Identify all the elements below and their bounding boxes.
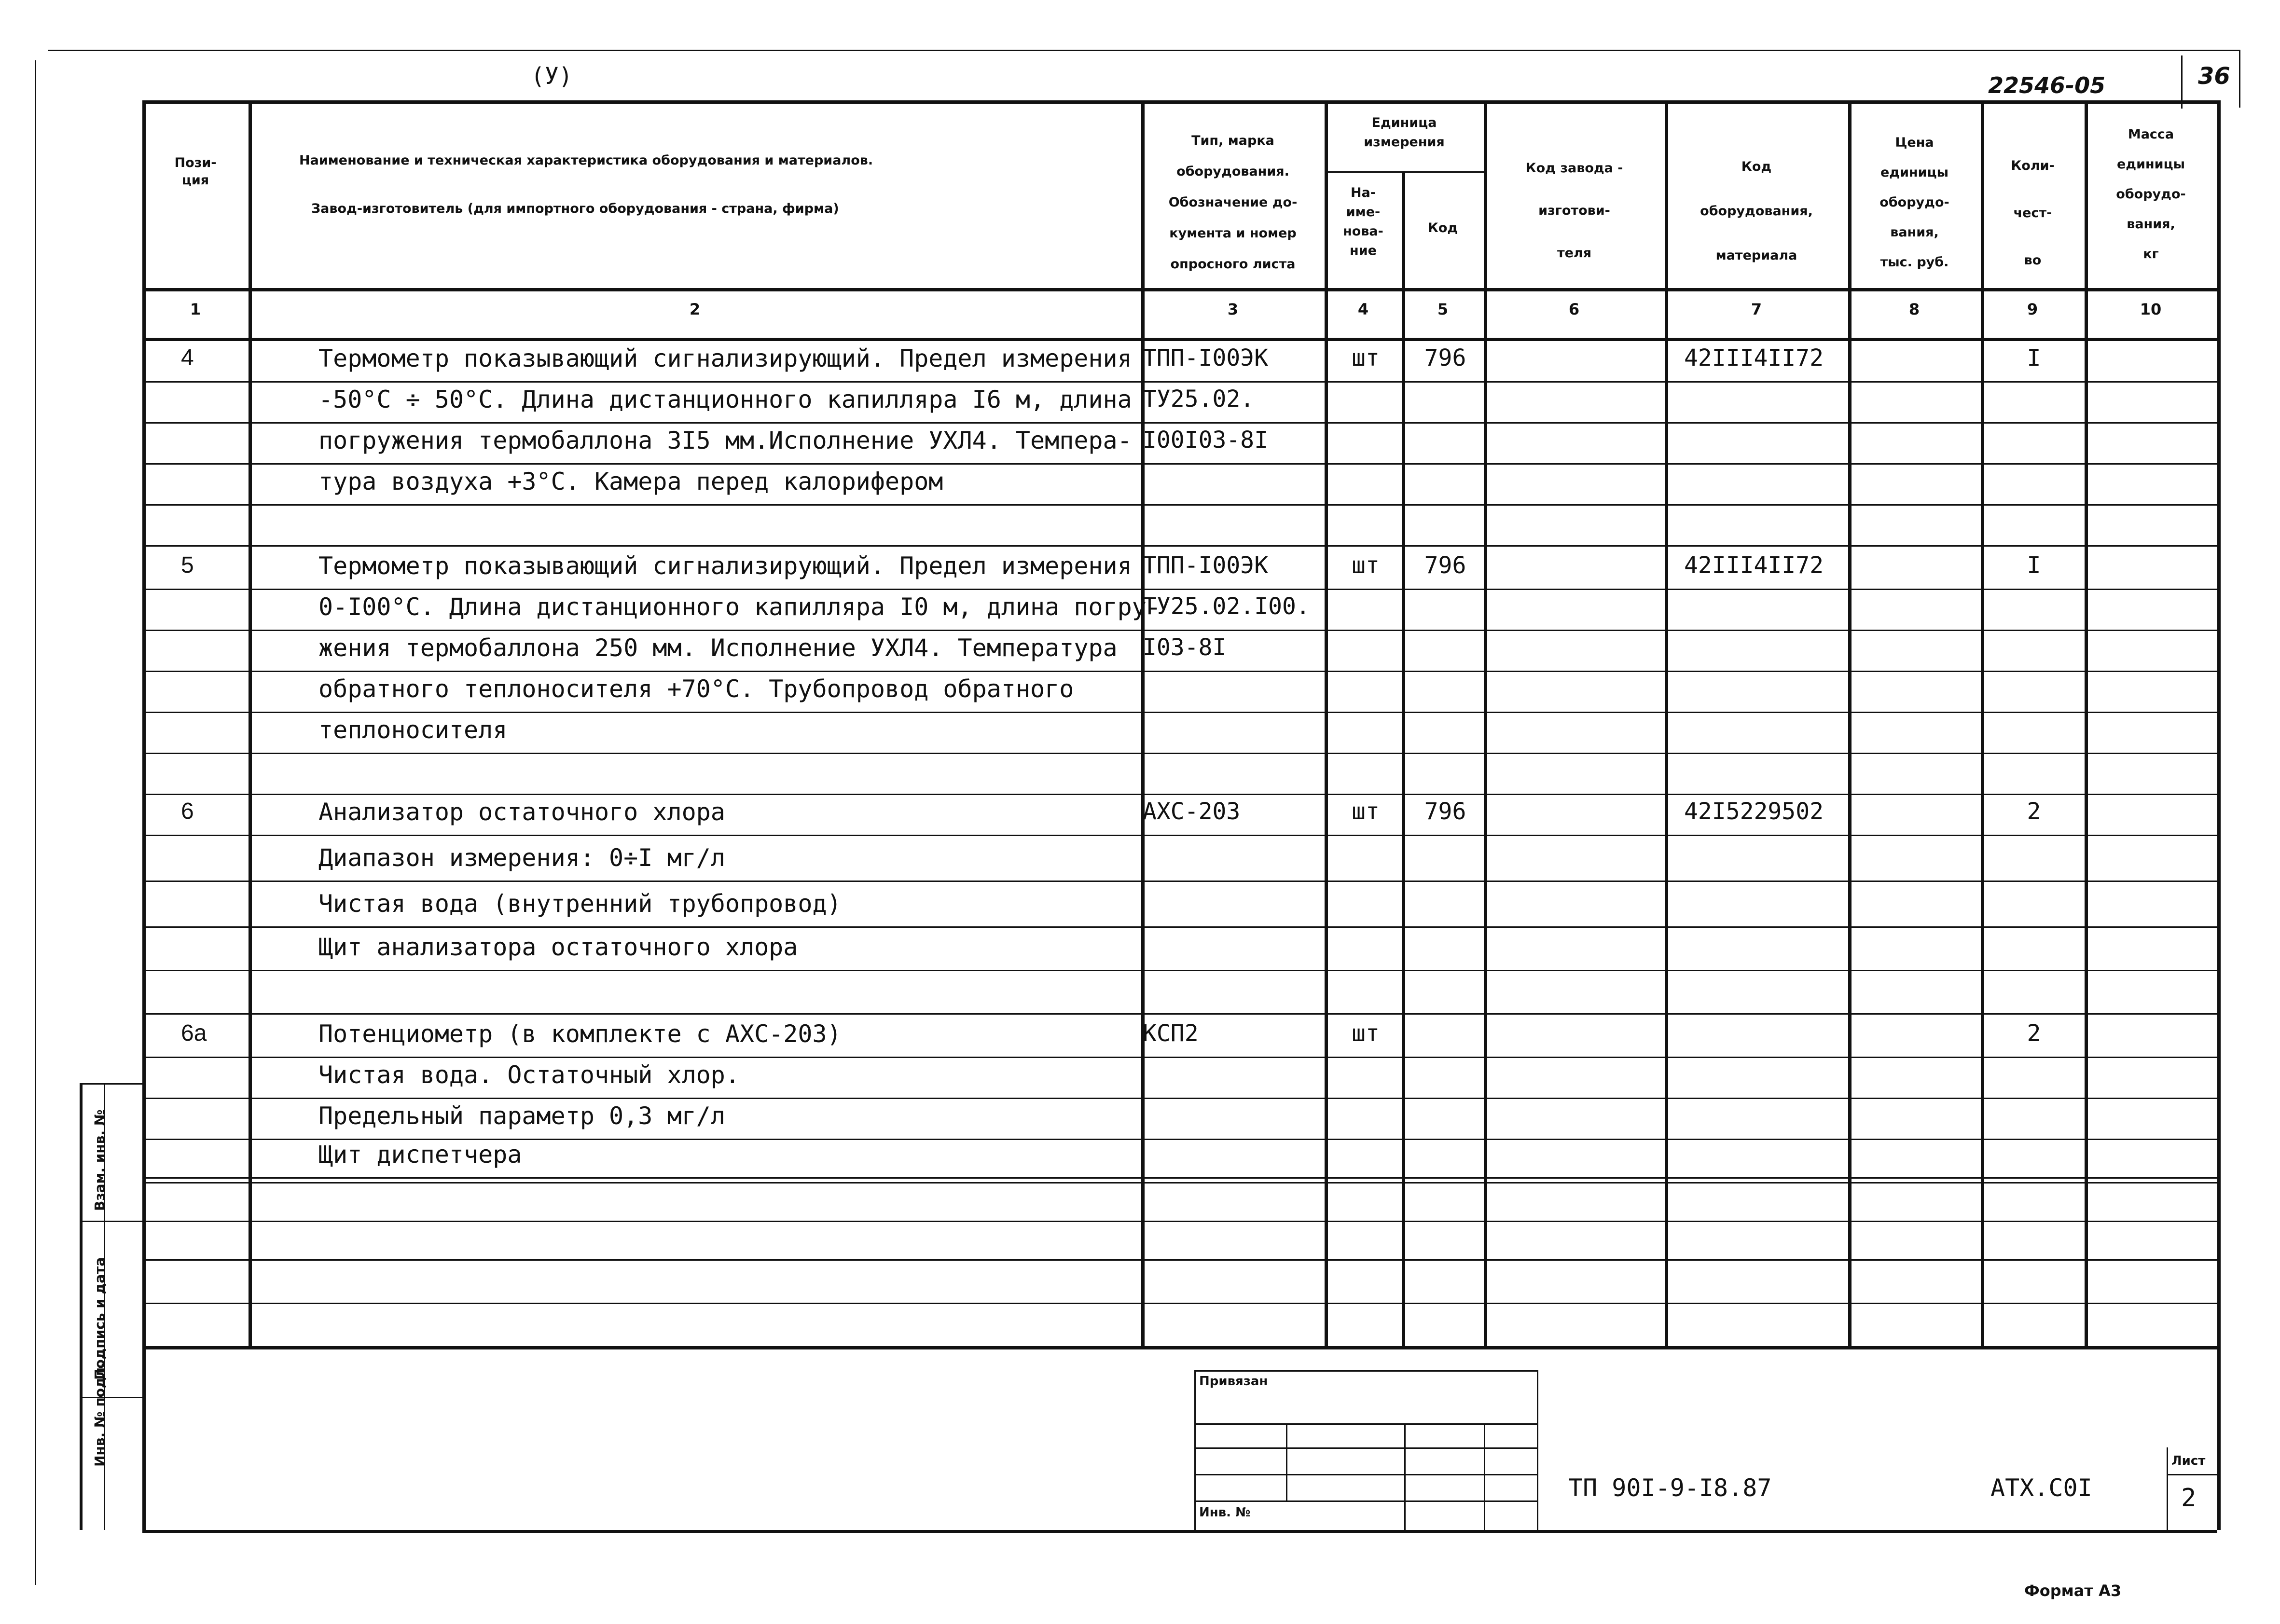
row-divider: [142, 881, 2217, 882]
col-line-7: [1848, 100, 1852, 1346]
cell-qty: 2: [2027, 1020, 2041, 1047]
row-divider: [142, 1013, 2217, 1015]
cell-pos: 4: [181, 345, 194, 371]
col-line-6: [1665, 100, 1668, 1346]
cell-type: ТУ25.02.: [1143, 385, 1255, 413]
left-margin-line: [35, 60, 36, 1585]
top-border: [48, 50, 2239, 51]
right-corner-line: [2239, 50, 2240, 108]
table-top-line: [142, 100, 2217, 104]
cell-type: КСП2: [1143, 1020, 1199, 1047]
row-divider: [142, 1057, 2217, 1058]
attached-box-line3: [1194, 1474, 1537, 1475]
cell-code: 796: [1424, 344, 1466, 372]
col-line-10: [2217, 100, 2221, 1530]
attached-label: Привязан: [1199, 1374, 1268, 1389]
side-label-inv-original: Инв. № подл.: [92, 1362, 108, 1467]
col-line-8: [1981, 100, 1984, 1346]
header-equipment-code: Код оборудования, материала: [1700, 159, 1813, 263]
attached-box-line4: [1194, 1500, 1537, 1502]
attached-box-line2: [1194, 1447, 1537, 1449]
numbers-bottom-line: [142, 338, 2217, 341]
header-position: Пози- ция: [174, 155, 217, 188]
sheet-label: Лист: [2171, 1454, 2206, 1468]
cell-type: ТУ25.02.I00.: [1143, 593, 1310, 620]
cell-name: Предельный параметр 0,3 мг/л: [318, 1102, 725, 1130]
cell-name: погружения термобаллона 3I5 мм.Исполнение УХЛ4. Темпера-: [318, 427, 1132, 454]
side-stamp-line2: [80, 1397, 142, 1398]
cell-code: 796: [1424, 552, 1466, 579]
cell-name: 0-I00°С. Длина дистанционного капилляра I0 м, длина погру-: [318, 593, 1161, 621]
cell-name: тура воздуха +3°С. Камера перед калорифером: [318, 468, 943, 495]
cell-name: Анализатор остаточного хлора: [318, 798, 725, 826]
attached-box-line1: [1194, 1423, 1537, 1425]
cell-pos: 5: [181, 552, 194, 578]
row-divider: [142, 1139, 2217, 1140]
row-divider: [142, 712, 2217, 713]
cell-name: Щит диспетчера: [318, 1141, 522, 1169]
side-label-replaced-inv: Взам. инв. №: [92, 1109, 108, 1211]
row-divider: [142, 589, 2217, 590]
cell-type: ТПП-I00ЭК: [1143, 552, 1269, 579]
cell-unit: шт: [1352, 798, 1380, 825]
row-divider: [142, 753, 2217, 754]
cell-qty: I: [2027, 344, 2041, 372]
header-unit-code: Код: [1427, 220, 1458, 235]
cell-name: теплоносителя: [318, 716, 508, 744]
row-divider: [142, 630, 2217, 631]
column-number: 10: [2140, 300, 2162, 318]
empty-row-divider: [142, 1221, 2217, 1222]
format-label: Формат А3: [2024, 1582, 2122, 1600]
sheet-corner-number: 36: [2198, 63, 2230, 90]
side-stamp-line1: [80, 1221, 142, 1222]
side-label-signature-date: Подпись и дата: [92, 1257, 108, 1380]
header-name-line2: Завод-изготовитель (для импортного оборудования - страна, фирма): [311, 201, 839, 216]
col-line-4: [1402, 171, 1405, 1346]
cell-name: -50°С ÷ 50°С. Длина дистанционного капилляра I6 м, длина: [318, 385, 1132, 413]
inv-no-label: Инв. №: [1199, 1505, 1251, 1520]
cell-equip: 42I5229502: [1684, 798, 1824, 825]
column-number: 7: [1751, 300, 1762, 318]
attached-box-right: [1537, 1370, 1538, 1530]
title-block-bottom-line: [142, 1530, 2217, 1533]
column-number: 8: [1908, 300, 1920, 318]
cell-type: I03-8I: [1143, 634, 1227, 661]
sheet-box-left: [2167, 1447, 2168, 1530]
header-name-line1: Наименование и техническая характеристика оборудования и материалов.: [299, 153, 873, 168]
row-divider: [142, 794, 2217, 795]
project-number: ТП 90I-9-I8.87: [1568, 1474, 1772, 1502]
row-divider: [142, 835, 2217, 836]
column-number: 3: [1227, 300, 1239, 318]
cell-code: 796: [1424, 798, 1466, 825]
attached-box-left: [1194, 1370, 1196, 1530]
cell-name: Термометр показывающий сигнализирующий. Предел измерения: [318, 552, 1132, 580]
header-bottom-line: [142, 288, 2217, 291]
row-divider: [142, 422, 2217, 424]
header-unit-name: На- име- нова- ние: [1343, 185, 1383, 258]
column-number: 1: [190, 300, 201, 318]
cell-type: АХС-203: [1143, 798, 1241, 825]
col-line-9: [2085, 100, 2088, 1346]
cell-name: Чистая вода. Остаточный хлор.: [318, 1061, 740, 1089]
cell-qty: I: [2027, 552, 2041, 579]
cell-name: Чистая вода (внутренний трубопровод): [318, 890, 842, 918]
cell-type: ТПП-I00ЭК: [1143, 344, 1269, 372]
cell-unit: шт: [1352, 552, 1380, 579]
row-divider: [142, 504, 2217, 506]
document-code: АТХ.С0I: [1990, 1474, 2092, 1502]
row-divider: [142, 545, 2217, 547]
attached-box-top: [1194, 1370, 1537, 1372]
cell-name: жения термобаллона 250 мм. Исполнение УХЛ4. Температура: [318, 634, 1118, 662]
header-price: Цена единицы оборудо- вания, тыс. руб.: [1879, 135, 1949, 270]
cell-qty: 2: [2027, 798, 2041, 825]
row-divider: [142, 1177, 2217, 1179]
header-plant-code: Код завода - изготови- теля: [1525, 161, 1623, 261]
row-divider: [142, 671, 2217, 672]
row-divider: [142, 926, 2217, 928]
col-line-2: [1141, 100, 1145, 1346]
cell-pos: 6а: [181, 1020, 207, 1046]
cell-equip: 42III4II72: [1684, 552, 1824, 579]
document-number: 22546-05: [1988, 72, 2106, 98]
row-divider: [142, 463, 2217, 465]
column-number: 5: [1437, 300, 1449, 318]
table-bottom-line: [142, 1346, 2217, 1349]
cell-unit: шт: [1352, 1020, 1380, 1047]
col-line-0: [142, 100, 146, 1530]
column-number: 9: [2027, 300, 2038, 318]
side-stamp-left: [80, 1083, 83, 1530]
cell-name: обратного теплоносителя +70°С. Трубопровод обратного: [318, 675, 1074, 703]
corner-marker: (У): [531, 63, 573, 90]
sheet-box-line: [2167, 1474, 2217, 1475]
attached-box-col1: [1286, 1423, 1287, 1500]
side-stamp-top: [80, 1083, 142, 1085]
empty-row-divider: [142, 1259, 2217, 1261]
attached-box-col2: [1404, 1423, 1406, 1530]
cell-unit: шт: [1352, 344, 1380, 372]
cell-name: Потенциометр (в комплекте с АХС-203): [318, 1020, 842, 1048]
column-number: 4: [1357, 300, 1369, 318]
header-type: Тип, марка оборудования. Обозначение до- кумента и номер опросного листа: [1168, 133, 1298, 272]
empty-row-divider: [142, 1182, 2217, 1184]
header-unit-group: Единица измерения: [1364, 115, 1445, 150]
cell-name: Термометр показывающий сигнализирующий. Предел измерения: [318, 344, 1132, 372]
header-mass: Масса единицы оборудо- вания, кг: [2116, 127, 2186, 261]
column-number: 2: [689, 300, 701, 318]
col-line-3: [1325, 100, 1328, 1346]
cell-type: I00I03-8I: [1143, 427, 1269, 454]
sheet-number: 2: [2181, 1484, 2197, 1513]
row-divider: [142, 970, 2217, 971]
attached-box-col3: [1484, 1423, 1485, 1530]
col-line-5: [1484, 100, 1487, 1346]
cell-pos: 6: [181, 798, 194, 824]
cell-name: Диапазон измерения: 0÷I мг/л: [318, 844, 725, 872]
cell-name: Щит анализатора остаточного хлора: [318, 933, 798, 961]
column-number: 6: [1568, 300, 1580, 318]
cell-equip: 42III4II72: [1684, 344, 1824, 372]
row-divider: [142, 1098, 2217, 1099]
empty-row-divider: [142, 1303, 2217, 1304]
row-divider: [142, 381, 2217, 383]
col-line-1: [249, 100, 252, 1346]
header-quantity: Коли- чест- во: [2011, 158, 2055, 268]
